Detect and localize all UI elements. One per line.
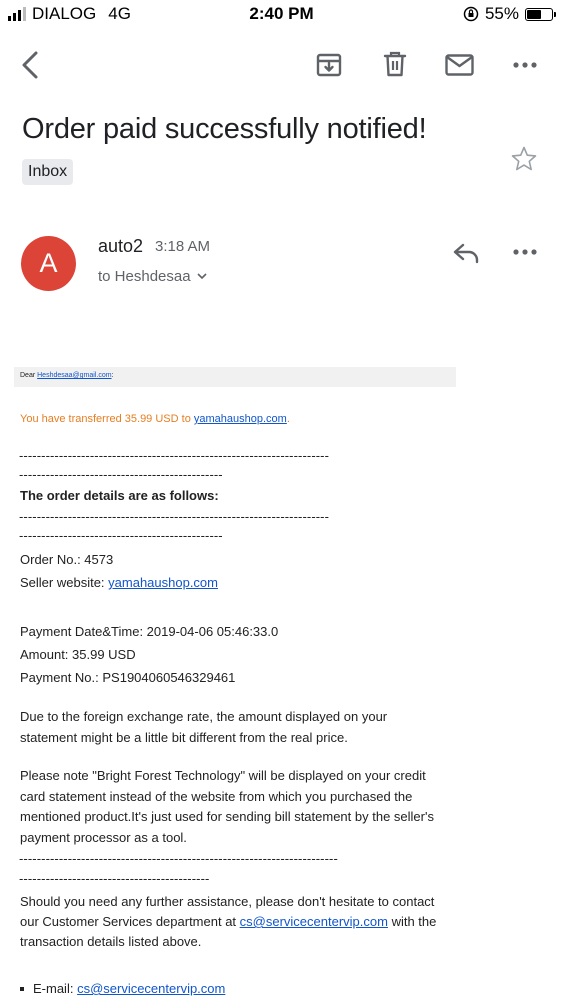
billing-note-line: mentioned product.It's just used for sending bill statement by the seller's [20, 809, 434, 824]
seller-prefix: Seller website: [20, 575, 109, 590]
support-email-link[interactable]: cs@servicecentervip.com [239, 914, 388, 929]
inbox-label-chip[interactable]: Inbox [22, 159, 73, 185]
trash-icon[interactable] [383, 50, 407, 78]
assistance-line: transaction details listed above. [20, 934, 202, 949]
contact-email-item [20, 979, 225, 1000]
message-more-icon[interactable] [513, 248, 537, 256]
transfer-prefix: You have transferred 35.99 USD to [20, 413, 194, 425]
mail-icon[interactable] [445, 54, 474, 76]
divider-line: ------------------------------------------- [19, 871, 210, 886]
greeting-suffix: : [111, 372, 114, 379]
carrier-name: DIALOG [32, 4, 97, 23]
divider-line: ---------------------------------------------------------------------- [19, 509, 330, 524]
battery-percent: 55% [484, 4, 519, 23]
transfer-site-link[interactable]: yamahaushop.com [193, 413, 287, 425]
bullet-icon [20, 987, 24, 991]
assistance-line: Should you need any further assistance, please don't hesitate to contact [20, 894, 435, 909]
greeting-email-link[interactable]: Heshdesaa@gmail.com [37, 372, 112, 379]
chevron-down-icon[interactable] [197, 273, 207, 280]
recipient-line[interactable] [98, 268, 207, 285]
email-time: 3:18 AM [155, 238, 211, 255]
transfer-line [20, 413, 290, 425]
assistance-suffix: with the [387, 914, 437, 929]
order-number: Order No.: 4573 [20, 552, 114, 567]
assistance-prefix: our Customer Services department at [20, 914, 240, 929]
email-subject: Order paid successfully notified! [22, 113, 427, 145]
payment-datetime: Payment Date&Time: 2019-04-06 05:46:33.0 [20, 624, 279, 639]
divider-line: ------------------------------------------------------------------------ [19, 851, 338, 866]
exchange-note-line: statement might be a little bit different from the real price. [20, 730, 348, 745]
status-time: 2:40 PM [249, 4, 314, 23]
greeting-prefix: Dear [20, 372, 38, 379]
back-chevron-icon[interactable] [18, 50, 44, 80]
billing-note-line: Please note "Bright Forest Technology" will be displayed on your credit [20, 768, 426, 783]
rotation-lock-icon [463, 6, 479, 22]
recipient-label: to Heshdesaa [98, 268, 191, 285]
battery-icon [525, 8, 553, 21]
payment-amount: Amount: 35.99 USD [20, 647, 136, 662]
seller-website-link[interactable]: yamahaushop.com [108, 575, 218, 590]
payment-number: Payment No.: PS1904060546329461 [20, 670, 236, 685]
more-horizontal-icon[interactable] [513, 61, 537, 69]
divider-line: ---------------------------------------------- [19, 467, 223, 482]
exchange-note-line: Due to the foreign exchange rate, the amount displayed on your [20, 709, 388, 724]
network-type: 4G [108, 4, 131, 23]
divider-line: ---------------------------------------------------------------------- [19, 448, 330, 463]
billing-note-line: card statement instead of the website from which you purchased the [20, 789, 413, 804]
archive-icon[interactable] [316, 52, 342, 78]
sender-name[interactable]: auto2 [98, 236, 144, 256]
greeting-line [20, 372, 114, 379]
email-label: E-mail: [33, 981, 78, 996]
billing-note-line: payment processor as a tool. [20, 830, 187, 845]
reply-icon[interactable] [452, 242, 480, 264]
sender-avatar[interactable]: A [21, 236, 76, 291]
details-heading: The order details are as follows: [20, 488, 219, 503]
divider-line: ---------------------------------------------- [19, 528, 223, 543]
star-icon[interactable] [510, 145, 538, 173]
assistance-line [20, 912, 436, 933]
transfer-suffix: . [286, 413, 290, 425]
seller-website-line [20, 573, 218, 594]
status-bar-right [463, 4, 553, 24]
contact-email-link[interactable]: cs@servicecentervip.com [77, 981, 226, 996]
